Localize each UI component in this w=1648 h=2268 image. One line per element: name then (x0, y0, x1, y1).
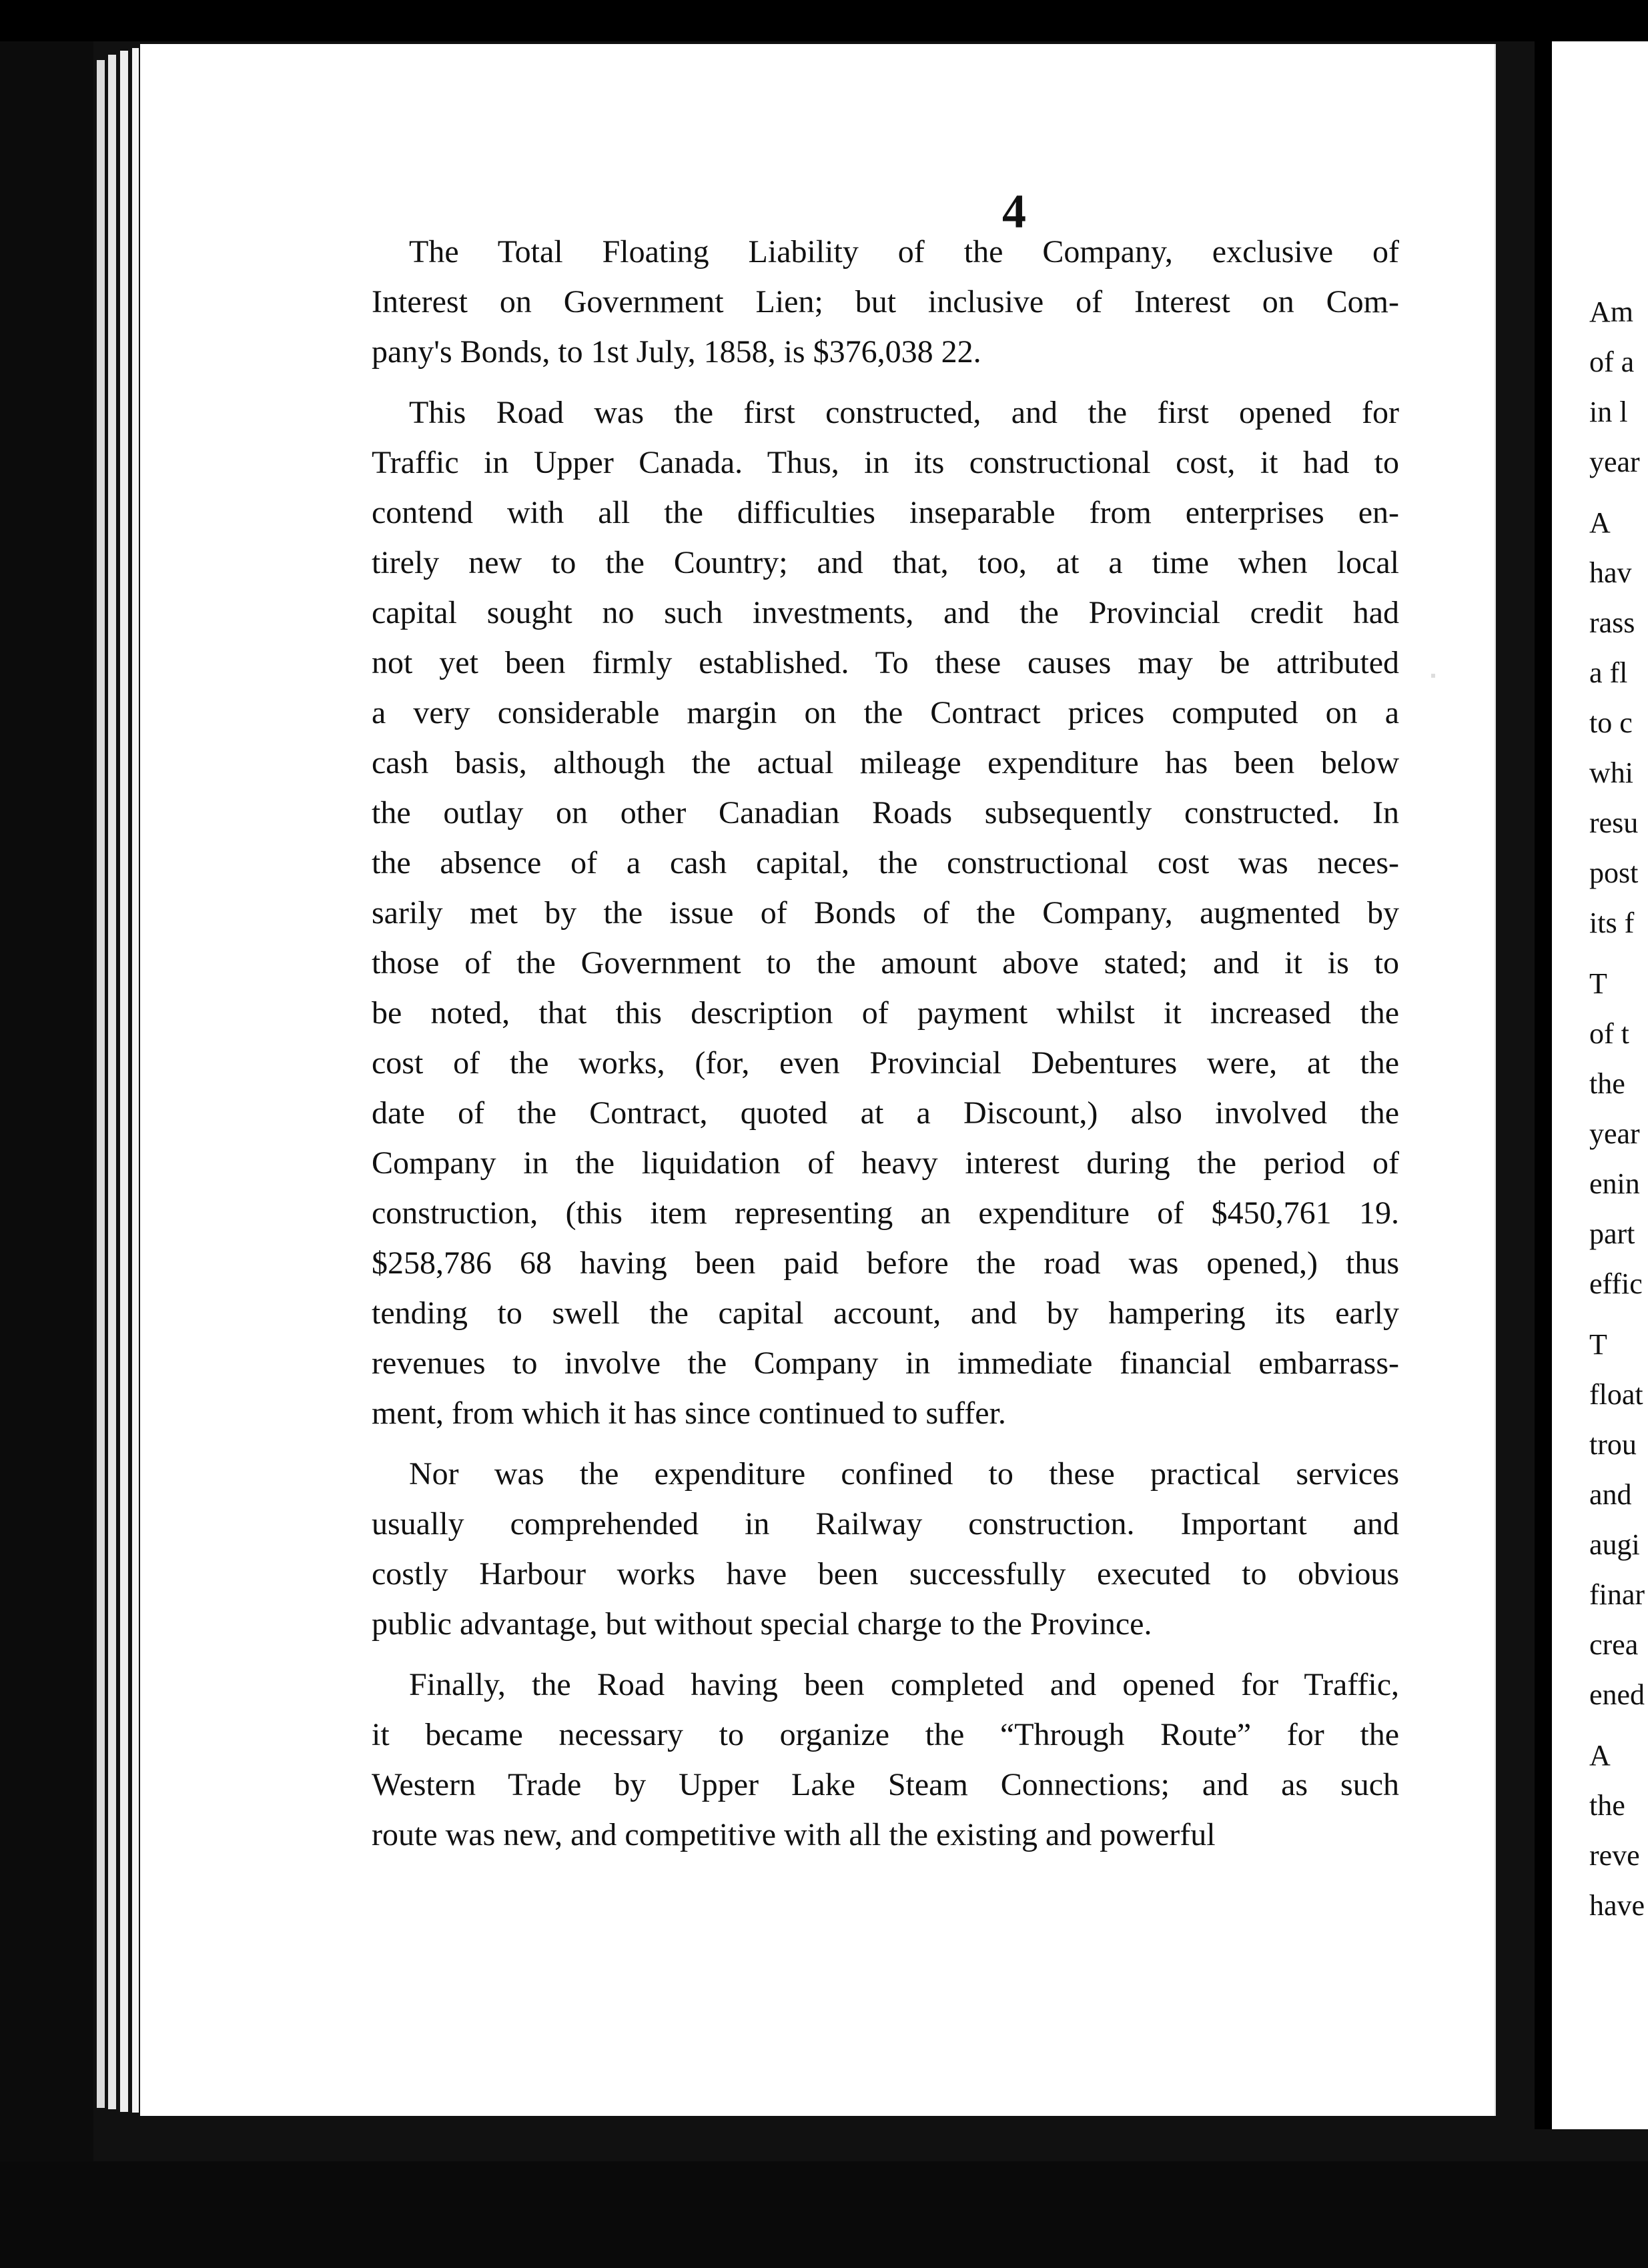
facing-page-fragment-text: hav (1589, 556, 1632, 589)
text-line: not yet been firmly established. To these causes may be attributed (372, 645, 1399, 680)
facing-page-fragment-text: whi (1589, 756, 1633, 789)
text-line: revenues to involve the Company in immediate financial embarrass- (372, 1345, 1399, 1381)
facing-page-fragment-text: enin (1589, 1167, 1640, 1200)
text-line: the outlay on other Canadian Roads subsequently constructed. In (372, 795, 1399, 830)
facing-page-fragment-text: to c (1589, 706, 1633, 739)
text-line: capital sought no such investments, and the Provincial credit had (372, 595, 1399, 630)
text-line: contend with all the difficulties inseparable from enterprises en- (372, 495, 1399, 530)
facing-page-fragment-text: T (1589, 1328, 1607, 1361)
facing-page-fragment-text: trou (1589, 1428, 1637, 1461)
facing-page-fragment-text: a fl (1589, 656, 1628, 689)
text-line: Nor was the expenditure confined to these practical services (409, 1456, 1399, 1492)
facing-page-fragment-text: finar (1589, 1578, 1645, 1611)
facing-page-fragment-text: the (1589, 1067, 1625, 1100)
facing-page-fragment-text: effic (1589, 1267, 1643, 1300)
page-edge-stack (97, 60, 105, 2108)
facing-page-fragment-text: of a (1589, 346, 1635, 378)
paragraph (372, 1660, 1399, 1860)
text-line: Finally, the Road having been completed and opened for Traffic, (409, 1667, 1399, 1702)
facing-page-fragment-text: A (1589, 1739, 1611, 1772)
facing-page-fragment-text: augi (1589, 1528, 1640, 1561)
scan-speck (1431, 674, 1435, 678)
facing-page-fragment-text: float (1589, 1378, 1643, 1411)
text-line: route was new, and competitive with all the existing and powerful (372, 1817, 1216, 1852)
facing-page-fragment-text: in l (1589, 396, 1628, 428)
paragraph (372, 1449, 1399, 1649)
text-line: tending to swell the capital account, and by hampering its early (372, 1295, 1399, 1331)
body-text (372, 227, 1399, 1860)
facing-page-fragment-text: Am (1589, 296, 1633, 328)
text-line: Company in the liquidation of heavy interest during the period of (372, 1145, 1399, 1181)
text-line: sarily met by the issue of Bonds of the Company, augmented by (372, 895, 1399, 931)
book-spine (1535, 41, 1552, 2129)
text-line: tirely new to the Country; and that, too, at a time when local (372, 545, 1399, 580)
page-number: 4 (1002, 185, 1026, 238)
paragraph (372, 227, 1399, 377)
facing-page-fragment-text: reve (1589, 1839, 1640, 1872)
text-line: costly Harbour works have been successfully executed to obvious (372, 1556, 1399, 1592)
facing-page-fragment (1535, 41, 1648, 2129)
paragraph-gap (372, 377, 1399, 388)
page-edge-stack (132, 48, 139, 2113)
facing-page-fragment-text: crea (1589, 1628, 1639, 1661)
text-line: Interest on Government Lien; but inclusive of Interest on Com- (372, 284, 1399, 320)
text-line: The Total Floating Liability of the Company, exclusive of (409, 234, 1399, 269)
text-line: cost of the works, (for, even Provincial Debentures were, at the (372, 1045, 1399, 1081)
scan-top-border (0, 0, 1648, 41)
facing-page-fragment-text: the (1589, 1789, 1625, 1822)
text-line: a very considerable margin on the Contract prices computed on a (372, 695, 1399, 730)
paragraph (372, 388, 1399, 1438)
text-line: public advantage, but without special charge to the Province. (372, 1606, 1152, 1642)
facing-page-fragment-text: resu (1589, 806, 1639, 839)
facing-page-fragment-text: its f (1589, 907, 1635, 939)
facing-page-fragment-text: year (1589, 1117, 1640, 1150)
facing-page-fragment-text: and (1589, 1478, 1632, 1511)
text-line: it became necessary to organize the “Through Route” for the (372, 1717, 1399, 1752)
text-line: usually comprehended in Railway construction. Important and (372, 1506, 1399, 1542)
paragraph-gap (372, 1438, 1399, 1449)
text-line: be noted, that this description of payment whilst it increased the (372, 995, 1399, 1031)
facing-page-fragment-text: post (1589, 857, 1639, 889)
text-line: Western Trade by Upper Lake Steam Connections; and as such (372, 1767, 1399, 1802)
text-line: This Road was the first constructed, and the first opened for (409, 395, 1399, 430)
facing-page-fragment-text: part (1589, 1217, 1635, 1250)
page-edge-stack (108, 55, 116, 2109)
paragraph-gap (372, 1649, 1399, 1660)
scan-left-margin (0, 41, 93, 2268)
text-line: Traffic in Upper Canada. Thus, in its constructional cost, it had to (372, 445, 1399, 480)
page-edge-stack (120, 51, 128, 2112)
facing-page-text (1589, 287, 1645, 1930)
facing-page-fragment-text: have (1589, 1889, 1645, 1922)
text-line: the absence of a cash capital, the constructional cost was neces- (372, 845, 1399, 881)
text-line: cash basis, although the actual mileage expenditure has been below (372, 745, 1399, 780)
text-line: those of the Government to the amount above stated; and it is to (372, 945, 1399, 981)
text-line: pany's Bonds, to 1st July, 1858, is $376,038 22. (372, 334, 981, 370)
facing-page-fragment-text: rass (1589, 606, 1635, 639)
facing-page-fragment-text: ened (1589, 1678, 1645, 1711)
facing-page-fragment-text: A (1589, 506, 1611, 539)
facing-page-fragment-text: of t (1589, 1017, 1629, 1050)
facing-page-fragment-text: year (1589, 446, 1640, 478)
text-line: ment, from which it has since continued to suffer. (372, 1395, 1006, 1431)
scan-bottom-border (0, 2161, 1648, 2268)
text-line: date of the Contract, quoted at a Discount,) also involved the (372, 1095, 1399, 1131)
facing-page-fragment-text: T (1589, 967, 1607, 1000)
text-line: $258,786 68 having been paid before the road was opened,) thus (372, 1245, 1399, 1281)
text-line: construction, (this item representing an expenditure of $450,761 19. (372, 1195, 1399, 1231)
